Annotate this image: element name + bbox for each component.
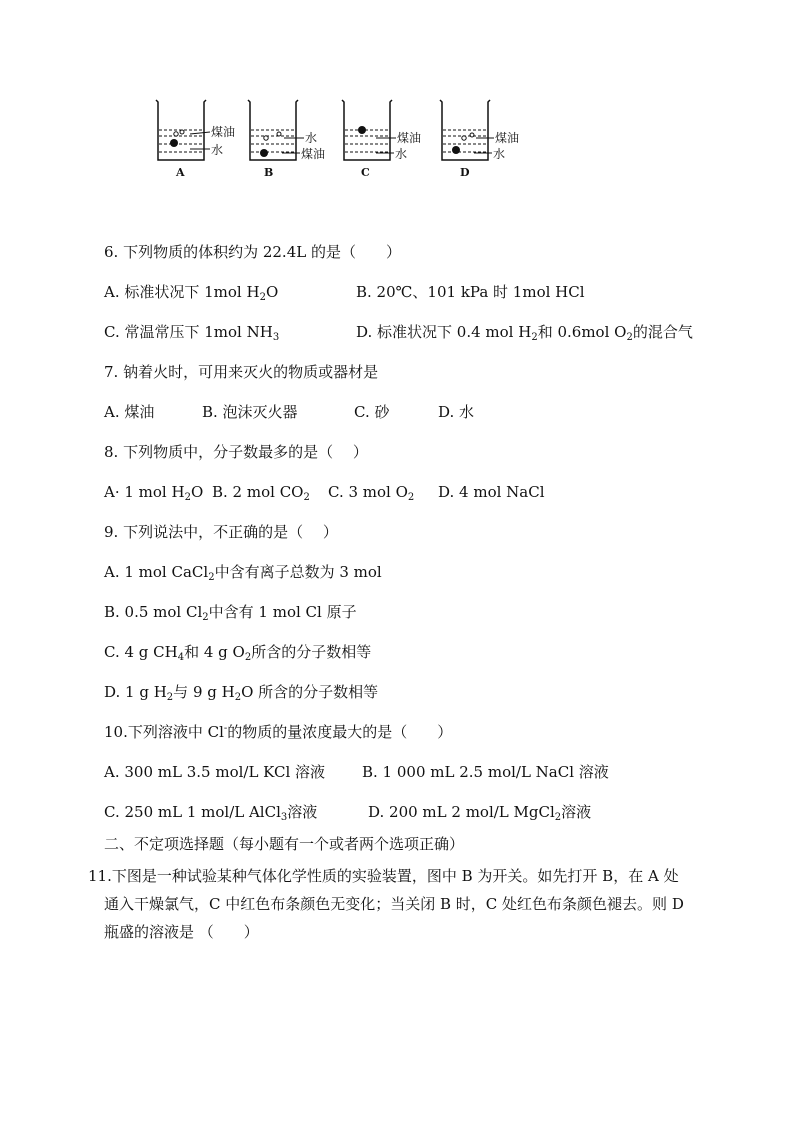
beaker-b-letter: B bbox=[264, 166, 274, 179]
beaker-d-letter: D bbox=[460, 166, 470, 179]
q7-option-a: A. 煤油 bbox=[104, 403, 155, 421]
q10-option-b: B. 1 000 mL 2.5 mol/L NaCl 溶液 bbox=[362, 763, 609, 781]
q6-stem: 6. 下列物质的体积约为 22.4L 的是（ ） bbox=[104, 243, 401, 261]
q11-line-3: 瓶盛的溶液是 （ ） bbox=[104, 923, 259, 941]
beaker-b-bottom-label: 煤油 bbox=[301, 147, 326, 161]
q6-option-a: A. 标准状况下 1mol $H_2O$ bbox=[104, 283, 279, 303]
q9-option-c: C. 4 g $CH_4$和 4 g $O_2$所含的分子数相等 bbox=[104, 643, 372, 663]
q10-option-d: D. 200 mL 2 mol/L MgCl$_2$溶液 bbox=[368, 803, 592, 823]
beaker-d-bottom-label: 水 bbox=[493, 147, 506, 161]
beaker-b-top-label: 水 bbox=[305, 131, 318, 145]
beaker-c-top-label: 煤油 bbox=[397, 131, 422, 145]
q11-line-2: 通入干燥氯气，C 中红色布条颜色无变化；当关闭 B 时，C 处红色布条颜色褪去。则 D bbox=[104, 895, 684, 913]
beaker-d-top-label: 煤油 bbox=[495, 131, 520, 145]
q7-option-d: D. 水 bbox=[438, 403, 475, 421]
q10-stem: 10.下列溶液中 Cl-的物质的量浓度最大的是（ ） bbox=[104, 723, 453, 741]
q6-option-d: D. 标准状况下 0.4 mol $H_2$和 0.6mol $O_2$的混合气 bbox=[356, 323, 693, 343]
q8-option-c: C. 3 mol $O_2$ bbox=[328, 483, 415, 503]
q8-stem: 8. 下列物质中，分子数最多的是（ ） bbox=[104, 443, 368, 461]
beaker-figure bbox=[150, 94, 530, 184]
section-heading: 二、不定项选择题（每小题有一个或者两个选项正确） bbox=[104, 835, 465, 853]
q9-option-a: A. 1 mol CaCl$_2$中含有离子总数为 3 mol bbox=[104, 563, 382, 583]
q11-line-1: 11.下图是一种试验某种气体化学性质的实验装置，图中 B 为开关。如先打开 B，在 A 处 bbox=[88, 867, 679, 885]
q8-option-d: D. 4 mol NaCl bbox=[438, 483, 545, 501]
q7-option-c: C. 砂 bbox=[354, 403, 390, 421]
beaker-c-bottom-label: 水 bbox=[395, 147, 408, 161]
q6-option-c: C. 常温常压下 1mol $NH_3$ bbox=[104, 323, 280, 343]
beaker-c-letter: C bbox=[361, 166, 370, 179]
beaker-a-letter: A bbox=[176, 166, 185, 179]
q7-stem: 7. 钠着火时，可用来灭火的物质或器材是 bbox=[104, 363, 379, 381]
q7-option-b: B. 泡沫灭火器 bbox=[202, 403, 298, 421]
beaker-a-bottom-label: 水 bbox=[211, 143, 224, 157]
q8-option-b: B. 2 mol $CO_2$ bbox=[212, 483, 310, 503]
beaker-a-top-label: 煤油 bbox=[211, 125, 236, 139]
q9-option-d: D. 1 g $H_2$与 9 g $H_2O$ 所含的分子数相等 bbox=[104, 683, 379, 703]
q10-option-c: C. 250 mL 1 mol/L AlCl$_3$溶液 bbox=[104, 803, 318, 823]
beaker-d bbox=[434, 94, 574, 184]
q6-option-b: B. 20℃、101 kPa 时 1mol HCl bbox=[356, 283, 585, 301]
q9-option-b: B. 0.5 mol $Cl_2$中含有 1 mol Cl 原子 bbox=[104, 603, 357, 623]
q8-option-a: A· 1 mol $H_2O$ bbox=[104, 483, 204, 503]
q9-stem: 9. 下列说法中，不正确的是（ ） bbox=[104, 523, 338, 541]
q10-option-a: A. 300 mL 3.5 mol/L KCl 溶液 bbox=[104, 763, 326, 781]
